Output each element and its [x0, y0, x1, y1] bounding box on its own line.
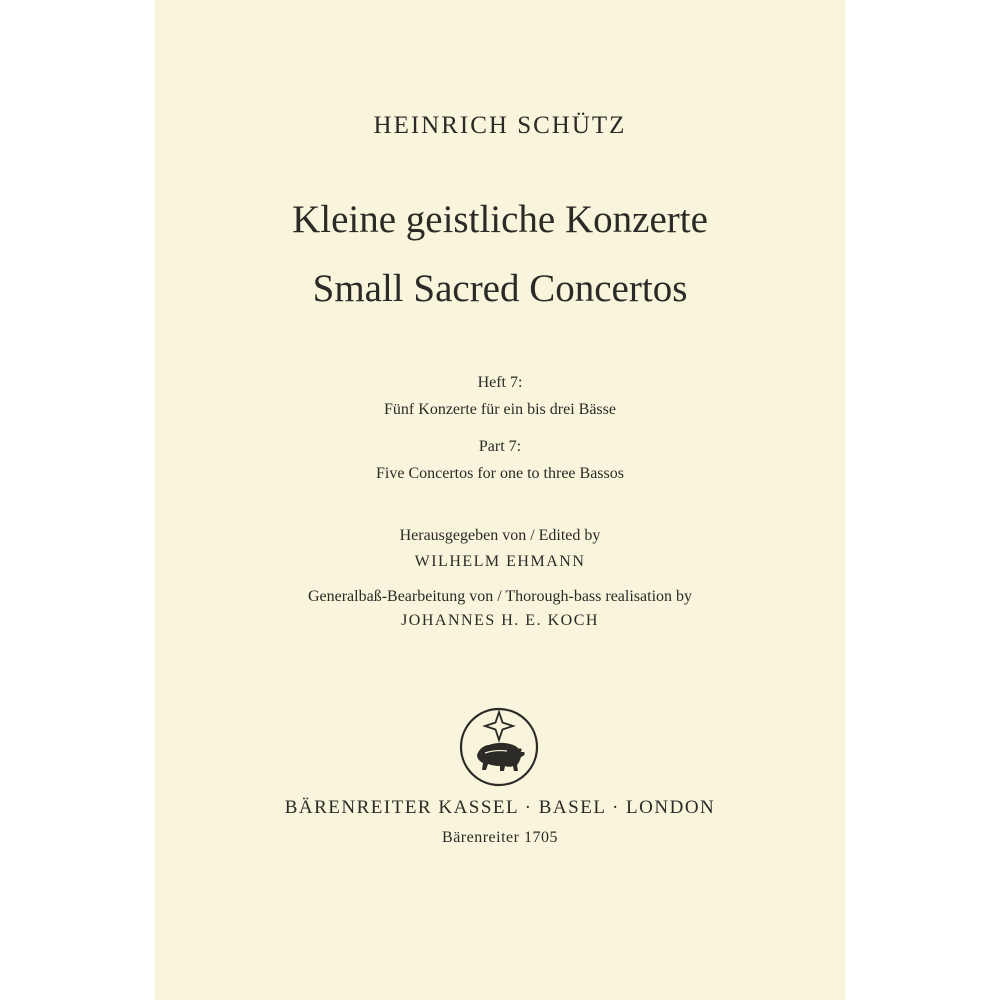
- part-description-german: Fünf Konzerte für ein bis drei Bässe: [384, 401, 616, 418]
- continuo-label: Generalbaß-Bearbeitung von / Thorough-bass realisation by: [307, 588, 693, 605]
- title-german: Kleine geistliche Konzerte: [292, 198, 708, 241]
- title-page: [155, 0, 845, 1000]
- baerenreiter-bear-star-emblem-icon: [457, 705, 541, 789]
- editor-label: Herausgegeben von / Edited by: [399, 527, 601, 544]
- part-label-english: Part 7:: [478, 438, 522, 455]
- publisher-imprint: BÄRENREITER KASSEL · BASEL · LONDON: [284, 797, 716, 818]
- catalog-number: Bärenreiter 1705: [442, 829, 558, 846]
- editor-name: WILHELM EHMANN: [414, 553, 586, 570]
- continuo-realiser-name: JOHANNES H. E. KOCH: [401, 612, 599, 629]
- part-label-german: Heft 7:: [477, 374, 523, 391]
- part-description-english: Five Concertos for one to three Bassos: [376, 465, 624, 482]
- composer-name: HEINRICH SCHÜTZ: [373, 112, 627, 139]
- title-english: Small Sacred Concertos: [312, 267, 688, 310]
